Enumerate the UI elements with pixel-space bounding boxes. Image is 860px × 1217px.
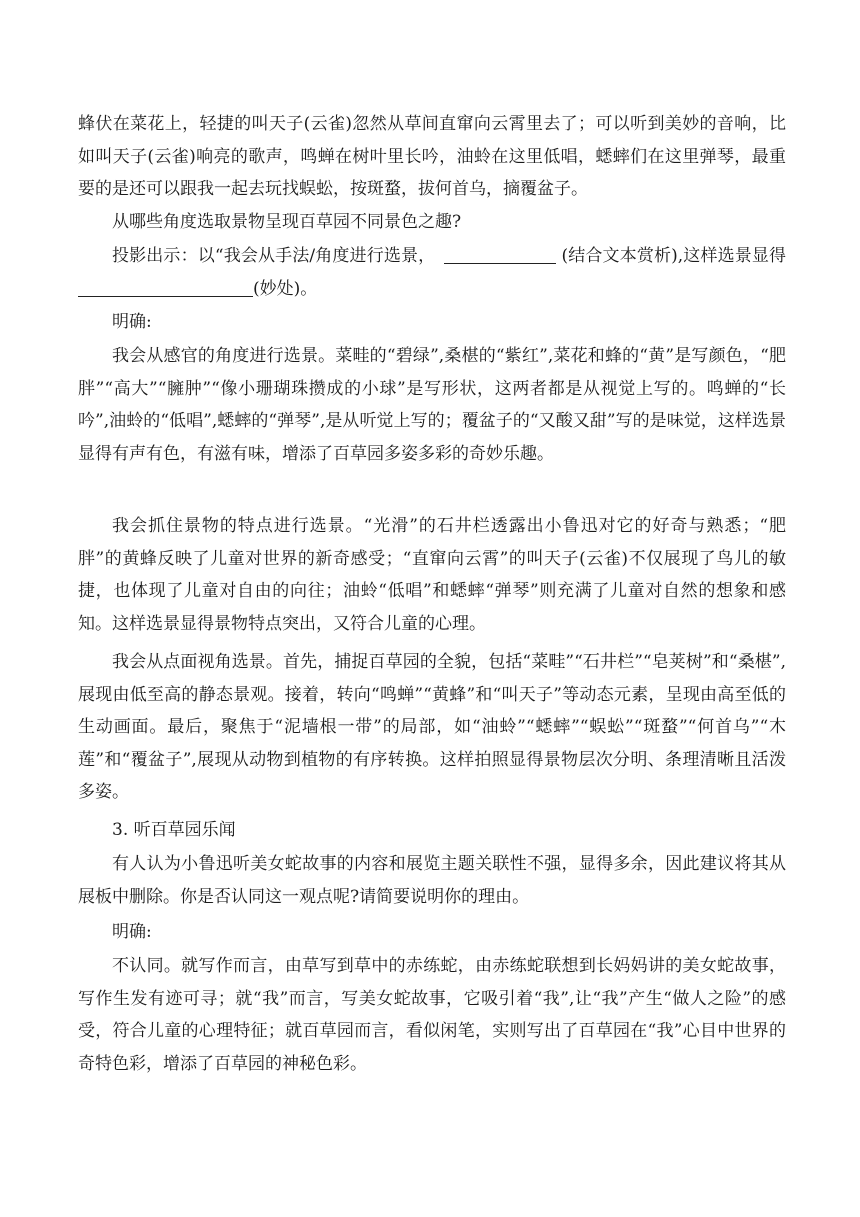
projection-part2: (结合文本赏析),这样选景显得 [561, 246, 787, 266]
projection-part1: 投影出示：以“我会从手法/角度进行选景， [112, 246, 427, 266]
projection-part3: (妙处)。 [253, 278, 318, 299]
fill-blank-1[interactable] [444, 246, 556, 264]
answer1-sensory-paragraph: 我会从感官的角度进行选景。菜畦的“碧绿”,桑椹的“紫红”,菜花和蜂的“黄”是写颜色，“肥胖”“高大”“臃肿”“像小珊瑚珠攒成的小球”是写形状，这两者都是从视觉上写的。鸣蝉的“长吟”,油蛉的“低唱”,蟋蟀的“弹琴”,是从听觉上写的；覆盆子的“又酸又甜”写的是味觉，这样选景显得有声有色，有滋有味，增添了百草园多姿多彩的奇妙乐趣。 [78, 346, 786, 464]
fill-blank-2[interactable] [78, 279, 253, 297]
answer1-perspective-paragraph: 我会从点面视角选景。首先，捕捉百草园的全貌，包括“菜畦”“石井栏”“皂荚树”和“桑椹”,展现由低至高的静态景观。接着，转向“鸣蝉”“黄蜂”和“叫天子”等动态元素，呈现由高至低的生动画面。最后，聚焦于“泥墙根一带”的局部，如“油蛉”“蟋蟀”“蜈蚣”“斑蝥”“何首乌”“木莲”和“覆盆子”,展现从动物到植物的有序转换。这样拍照显得景物层次分明、条理清晰且活泼多姿。 [78, 652, 786, 802]
projection-prompt [78, 240, 786, 305]
question-2: 有人认为小鲁迅听美女蛇故事的内容和展览主题关联性不强，显得多余，因此建议将其从展板中删除。你是否认同这一观点呢?请简要说明你的理由。 [78, 854, 786, 907]
intro-paragraph: 蜂伏在菜花上，轻捷的叫天子(云雀)忽然从草间直窜向云霄里去了；可以听到美妙的音响，比如叫天子(云雀)响亮的歌声，鸣蝉在树叶里长吟，油蛉在这里低唱，蟋蟀们在这里弹琴，最重要的是还可以跟我一起去玩找蜈蚣，按斑蝥，拔何首乌，摘覆盆子。 [78, 114, 786, 199]
answer-label-1: 明确: [112, 312, 152, 332]
answer-label-2: 明确: [112, 922, 152, 942]
answer1-features-paragraph: 我会抓住景物的特点进行选景。“光滑”的石井栏透露出小鲁迅对它的好奇与熟悉；“肥胖”的黄蜂反映了儿童对世界的新奇感受；“直窜向云霄”的叫天子(云雀)不仅展现了鸟儿的敏捷，也体现了儿童对自由的向往；油蛉“低唱”和蟋蟀“弹琴”则充满了儿童对自然的想象和感知。这样选景显得景物特点突出，又符合儿童的心理。 [78, 516, 786, 634]
section-3-heading: 3. 听百草园乐闻 [112, 820, 236, 840]
question-1: 从哪些角度选取景物呈现百草园不同景色之趣? [112, 212, 462, 232]
answer2-paragraph: 不认同。就写作而言，由草写到草中的赤练蛇，由赤练蛇联想到长妈妈讲的美女蛇故事，写作生发有迹可寻；就“我”而言，写美女蛇故事，它吸引着“我”,让“我”产生“做人之险”的感受，符合儿童的心理特征；就百草园而言，看似闲笔，实则写出了百草园在“我”心目中世界的奇特色彩，增添了百草园的神秘色彩。 [78, 956, 786, 1074]
